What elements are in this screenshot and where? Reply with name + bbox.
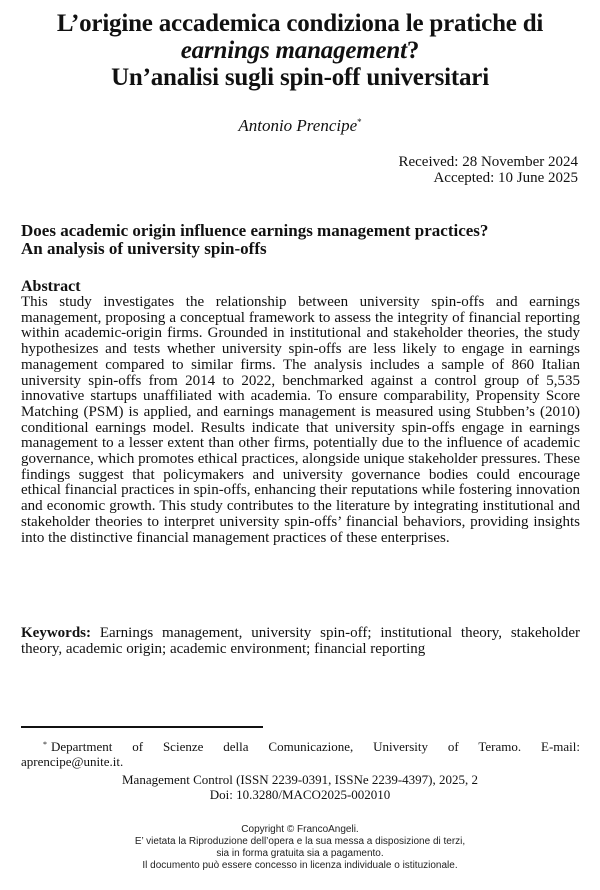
- accepted-date: Accepted: 10 June 2025: [433, 170, 578, 186]
- copyright-notice: [0, 824, 600, 872]
- english-title-line-2: An analysis of university spin-offs: [21, 239, 267, 258]
- abstract-text: This study investigates the relationship between university spin-offs and earnings management, proposing a conceptual framework to assess the integrity of financial reporting within academic-origin firms. Grounded in institutional and stakeholder theories, the study hypothesizes and tests whether university spin-offs are less likely to engage in earnings management compared to similar firms. The analysis includes a sample of 860 Italian university spin-offs from 2014 to 2022, benchmarked against a control group of 5,535 innovative startups unaffiliated with academia. To ensure comparability, Propensity Score Matching (PSM) is applied, and earnings management is measured using Stubben’s (2010) conditional earnings model. Results indicate that university spin-offs engage in earnings management to a lesser extent than other firms, potentially due to the influence of academic governance, which promotes ethical practices, alongside unique stakeholder pressures. These findings suggest that policymakers and university governance bodies could encourage ethical financial practices in spin-offs, enhancing their reputations while fostering innovation and economic growth. This study contributes to the literature by integrating institutional and stakeholder theories to interpret university spin-offs’ financial behaviors, providing insights into the distinctive financial management practices of these enterprises.: [21, 294, 580, 546]
- english-title: [21, 222, 581, 258]
- title-italic-term: earnings management: [180, 37, 407, 64]
- author-name: Antonio Prencipe: [238, 116, 358, 135]
- footnote-divider: [21, 726, 263, 728]
- author-footnote: [21, 737, 580, 769]
- submission-dates: [398, 154, 578, 186]
- journal-issn: Management Control (ISSN 2239-0391, ISSNe 2239-4397), 2025, 2: [121, 772, 479, 787]
- italian-title: [0, 10, 600, 91]
- title-line-1: L’origine accademica condiziona le pratiche di: [56, 10, 544, 37]
- title-line-2: [0, 37, 600, 64]
- received-date: Received: 28 November 2024: [398, 154, 578, 170]
- footnote-text: Department of Scienze della Comunicazione, University of Teramo. E-mail: aprencipe@unite.it.: [21, 739, 580, 769]
- journal-info: [0, 772, 600, 802]
- copyright-line-2: E’ vietata la Riproduzione dell’opera e la sua messa a disposizione di terzi,: [134, 836, 466, 847]
- journal-doi[interactable]: Doi: 10.3280/MACO2025-002010: [209, 787, 391, 802]
- footnote-mark: *: [43, 740, 47, 749]
- keywords-text: Earnings management, university spin-off; institutional theory, stakeholder theory, academic origin; academic environment; financial reporting: [21, 625, 580, 657]
- abstract-heading: Abstract: [21, 278, 81, 295]
- title-question-mark: ?: [406, 37, 420, 64]
- english-title-line-1: Does academic origin influence earnings management practices?: [21, 221, 489, 240]
- copyright-line-4: Il documento può essere concesso in licenza individuale o istituzionale.: [142, 860, 458, 871]
- author-footnote-mark[interactable]: *: [357, 117, 362, 127]
- keywords-label: Keywords:: [21, 625, 91, 641]
- title-line-3: Un’analisi sugli spin-off universitari: [111, 64, 489, 91]
- copyright-line-1: Copyright © FrancoAngeli.: [241, 824, 359, 835]
- copyright-line-3: sia in forma gratuita sia a pagamento.: [216, 848, 384, 859]
- keywords-paragraph: [21, 625, 580, 657]
- author-line: [0, 116, 600, 136]
